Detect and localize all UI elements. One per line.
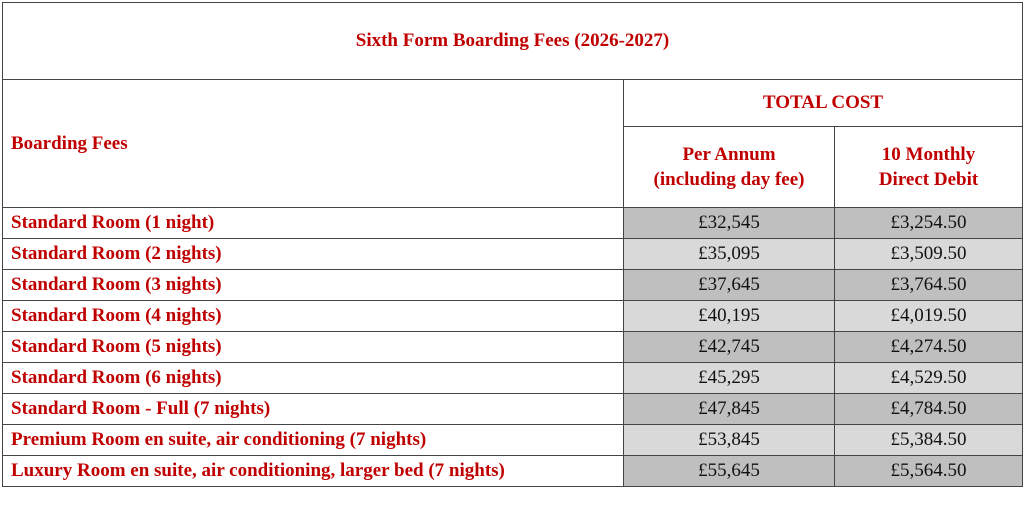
monthly-value: £4,274.50 bbox=[835, 332, 1023, 363]
table-row bbox=[3, 425, 1023, 456]
table-row bbox=[3, 270, 1023, 301]
total-cost-header: TOTAL COST bbox=[624, 80, 1023, 127]
table-row bbox=[3, 301, 1023, 332]
monthly-value: £4,019.50 bbox=[835, 301, 1023, 332]
per-annum-value: £53,845 bbox=[624, 425, 835, 456]
per-annum-value: £35,095 bbox=[624, 239, 835, 270]
table-row bbox=[3, 363, 1023, 394]
monthly-value: £3,509.50 bbox=[835, 239, 1023, 270]
table-row bbox=[3, 394, 1023, 425]
room-type-label: Premium Room en suite, air conditioning (7 nights) bbox=[3, 425, 624, 456]
monthly-value: £3,254.50 bbox=[835, 208, 1023, 239]
room-type-label: Standard Room (2 nights) bbox=[3, 239, 624, 270]
table-row bbox=[3, 332, 1023, 363]
monthly-value: £4,529.50 bbox=[835, 363, 1023, 394]
header-row-top bbox=[3, 80, 1023, 127]
monthly-line2: Direct Debit bbox=[878, 169, 979, 190]
per-annum-value: £45,295 bbox=[624, 363, 835, 394]
monthly-value: £4,784.50 bbox=[835, 394, 1023, 425]
per-annum-value: £42,745 bbox=[624, 332, 835, 363]
per-annum-value: £32,545 bbox=[624, 208, 835, 239]
per-annum-value: £55,645 bbox=[624, 456, 835, 487]
fee-rows bbox=[3, 208, 1023, 487]
boarding-fees-header: Boarding Fees bbox=[3, 80, 624, 208]
per-annum-line2: (including day fee) bbox=[653, 169, 805, 190]
per-annum-header bbox=[624, 127, 835, 208]
per-annum-value: £40,195 bbox=[624, 301, 835, 332]
title-row bbox=[3, 3, 1023, 80]
monthly-value: £3,764.50 bbox=[835, 270, 1023, 301]
room-type-label: Standard Room (6 nights) bbox=[3, 363, 624, 394]
room-type-label: Standard Room (5 nights) bbox=[3, 332, 624, 363]
per-annum-line1: Per Annum bbox=[682, 144, 776, 165]
per-annum-value: £37,645 bbox=[624, 270, 835, 301]
monthly-header bbox=[835, 127, 1023, 208]
monthly-value: £5,564.50 bbox=[835, 456, 1023, 487]
room-type-label: Luxury Room en suite, air conditioning, larger bed (7 nights) bbox=[3, 456, 624, 487]
room-type-label: Standard Room (3 nights) bbox=[3, 270, 624, 301]
room-type-label: Standard Room (1 night) bbox=[3, 208, 624, 239]
boarding-fees-table bbox=[2, 2, 1023, 487]
table-row bbox=[3, 239, 1023, 270]
table-title: Sixth Form Boarding Fees (2026-2027) bbox=[3, 3, 1023, 80]
table-row bbox=[3, 208, 1023, 239]
per-annum-value: £47,845 bbox=[624, 394, 835, 425]
table-row bbox=[3, 456, 1023, 487]
monthly-value: £5,384.50 bbox=[835, 425, 1023, 456]
room-type-label: Standard Room - Full (7 nights) bbox=[3, 394, 624, 425]
room-type-label: Standard Room (4 nights) bbox=[3, 301, 624, 332]
monthly-line1: 10 Monthly bbox=[881, 144, 976, 165]
